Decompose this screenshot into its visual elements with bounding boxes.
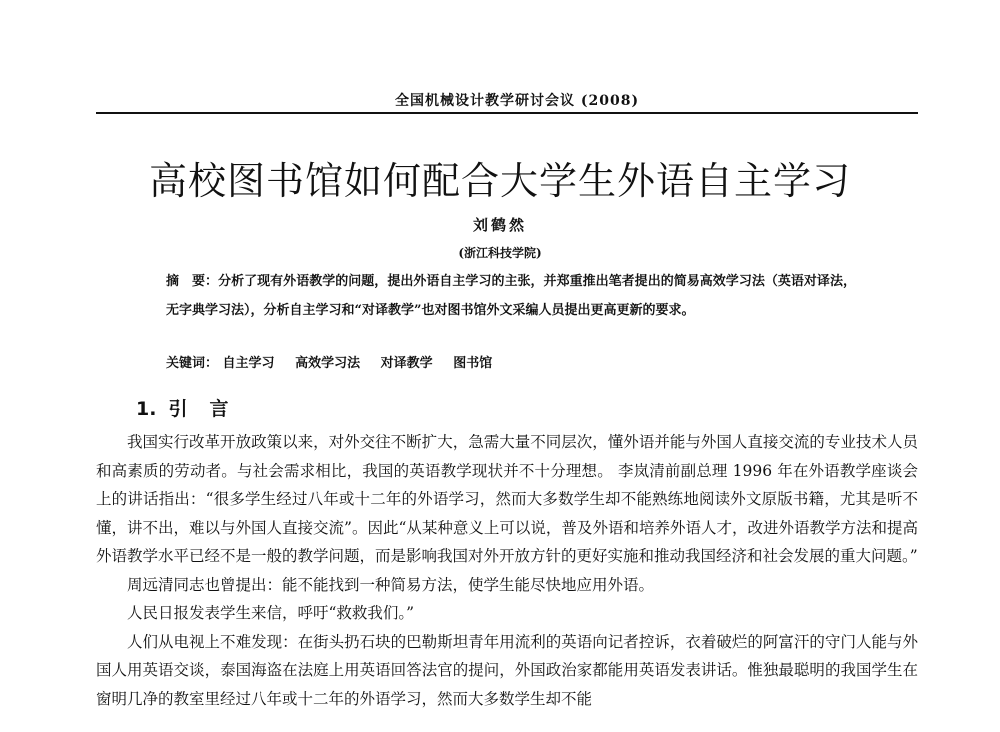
paper-title: 高校图书馆如何配合大学生外语自主学习 — [148, 159, 851, 203]
abstract-label: 摘 要： — [166, 274, 219, 289]
abstract-text: 分析了现有外语教学的问题，提出外语自主学习的主张，并郑重推出笔者提出的简易高效学习法（英语对译法，无字典学习法），分析自主学习和“对译教学”也对图书馆外文采编人员提出更高更新的要求。 — [166, 274, 856, 318]
paragraph: 周远清同志也曾提出：能不能找到一种简易方法，使学生能尽快地应用外语。 — [127, 575, 655, 594]
paragraph: 人民日报发表学生来信，呼吁“救救我们。” — [127, 604, 415, 622]
keywords-label: 关键词： — [166, 356, 219, 371]
body-text — [96, 428, 918, 713]
section-heading — [136, 394, 228, 421]
paragraph: 我国实行改革开放政策以来，对外交往不断扩大，急需大量不同层次，懂外语并能与外国人直接交流的专业技术人员和高素质的劳动者。与社会需求相比，我国的英语教学现状并不十分理想。 李岚清前副总理 1996 年在外语教学座谈会上的讲话指出：“很多学生经过八年或十二年的外语学习，然而大多数学生却不能熟练地阅读外文原版书籍，尤其是听不懂，讲不出，难以与外国人直接交流”。因此“从某种意义上可以说，普及外语和培养外语人才，改进外语教学方法和提高外语教学水平已经不是一般的教学问题，而是影响我国对外开放方针的更好实施和推动我国经济和社会发展的重大问题。” — [96, 433, 918, 565]
header-rule — [96, 112, 918, 114]
author-affiliation: (浙江科技学院) — [458, 246, 542, 260]
keyword: 对译教学 — [380, 356, 433, 371]
keyword: 自主学习 — [222, 356, 275, 371]
running-head: 全国机械设计教学研讨会议 (2008) — [395, 93, 640, 109]
section-title-char: 言 — [209, 398, 229, 420]
keywords-block — [166, 352, 856, 371]
keyword: 图书馆 — [453, 356, 493, 371]
keyword: 高效学习法 — [295, 356, 361, 371]
section-title-char: 引 — [168, 398, 188, 420]
abstract-block — [166, 267, 856, 325]
paragraph: 人们从电视上不难发现：在街头扔石块的巴勒斯坦青年用流利的英语向记者控诉，衣着破烂的阿富汗的守门人能与外国人用英语交谈，泰国海盗在法庭上用英语回答法官的提问，外国政治家都能用英语发表讲话。惟独最聪明的我国学生在窗明几净的教室里经过八年或十二年的外语学习，然而大多数学生却不能 — [96, 632, 918, 708]
author-name: 刘鹤然 — [472, 216, 527, 234]
section-number: 1. — [136, 398, 157, 420]
